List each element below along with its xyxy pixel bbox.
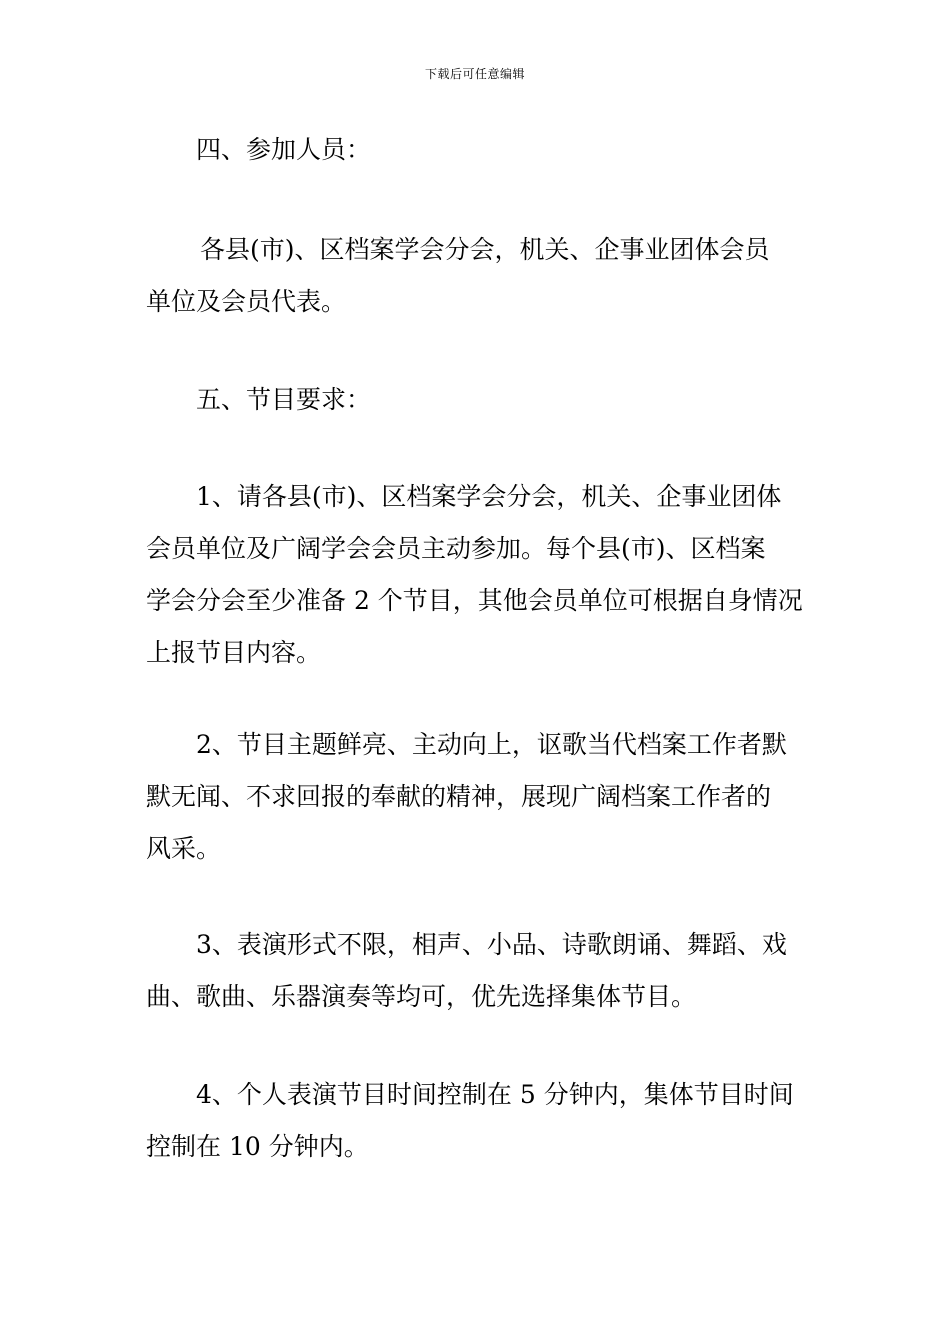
text-line: 4、个人表演节目时间控制在 5 分钟内，集体节目时间 bbox=[196, 1080, 794, 1109]
text-line: 单位及会员代表。 bbox=[146, 287, 347, 316]
item-2 bbox=[146, 719, 808, 875]
item-1 bbox=[146, 471, 808, 679]
text-line: 五、节目要求： bbox=[196, 385, 372, 414]
text-line: 会员单位及广阔学会会员主动参加。每个县(市)、区档案 bbox=[146, 534, 766, 563]
text-line: 默无闻、不求回报的奉献的精神，展现广阔档案工作者的 bbox=[146, 782, 772, 811]
section-4-heading bbox=[146, 124, 808, 176]
text-line: 四、参加人员： bbox=[196, 135, 372, 164]
item-4 bbox=[146, 1069, 808, 1173]
section-5-heading bbox=[146, 374, 808, 426]
text-line: 3、表演形式不限，相声、小品、诗歌朗诵、舞蹈、戏 bbox=[196, 930, 787, 959]
text-line: 风采。 bbox=[146, 834, 222, 863]
text-line: 控制在 10 分钟内。 bbox=[146, 1132, 369, 1161]
text-line: 上报节目内容。 bbox=[146, 638, 322, 667]
text-line: 曲、歌曲、乐器演奏等均可，优先选择集体节目。 bbox=[146, 982, 697, 1011]
header-note: 下载后可任意编辑 bbox=[424, 67, 525, 81]
text-line: 各县(市)、区档案学会分会，机关、企事业团体会员 bbox=[200, 235, 770, 264]
text-line: 学会分会至少准备 2 个节目，其他会员单位可根据自身情况 bbox=[146, 586, 803, 615]
item-3 bbox=[146, 919, 808, 1023]
text-line: 1、请各县(市)、区档案学会分会，机关、企事业团体 bbox=[196, 482, 782, 511]
section-4-body bbox=[146, 224, 808, 328]
text-line: 2、节目主题鲜亮、主动向上，讴歌当代档案工作者默 bbox=[196, 730, 787, 759]
